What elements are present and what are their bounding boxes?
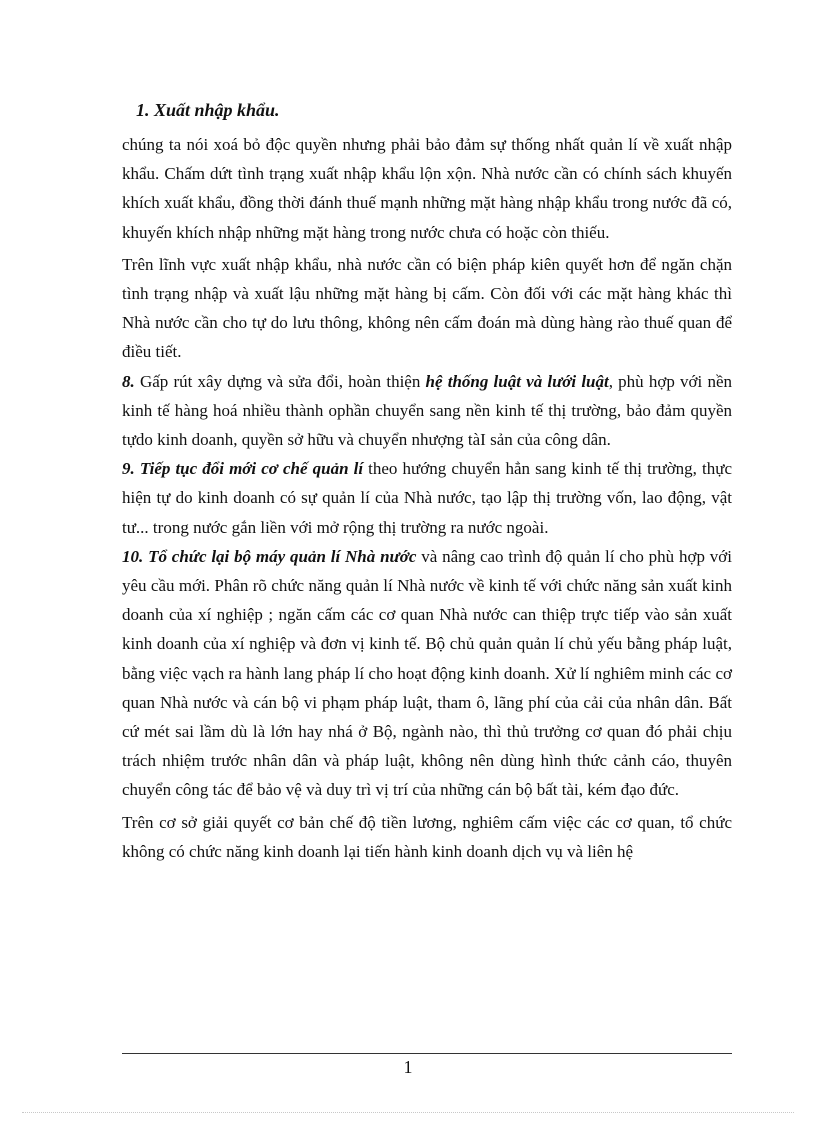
page-number: 1: [403, 1057, 413, 1077]
paragraph-smuggling: Trên lĩnh vực xuất nhập khẩu, nhà nước cần có biện pháp kiên quyết hơn để ngăn chặn tình trạng nhập và xuất lậu những mặt hàng bị cấm. Còn đối với các mặt hàng khác thì Nhà nước cần cho tự do lưu thông, không nên cấm đoán mà dùng hàng rào thuế quan để điều tiết.: [122, 254, 732, 362]
page-edge-divider: [22, 1112, 794, 1113]
item-10-emphasis: 10. Tổ chức lại bộ máy quản lí Nhà nước: [122, 546, 417, 566]
footer-divider: [122, 1053, 732, 1054]
item-10-text: và nâng cao trình độ quản lí cho phù hợp với yêu cầu mới. Phân rõ chức năng quản lí Nhà nước về kinh tế với chức năng sản xuất kinh doanh của xí nghiệp ; ngăn cấm các cơ quan Nhà nước can thiệp trực tiếp vào sản xuất kinh doanh của xí nghiệp và đơn vị kinh tế. Bộ chủ quản quản lí chủ yếu bằng pháp luật, bằng việc vạch ra hành lang pháp lí cho hoạt động kinh doanh. Xử lí nghiêm minh các cơ quan Nhà nước và cán bộ vi phạm pháp luật, tham ô, lãng phí của cải của nhân dân. Bất cứ mét sai lầm dù là lớn hay nhá ở Bộ, ngành nào, thì thủ trưởng cơ quan đó phải chịu trách nhiệm trước nhân dân và pháp luật, không nên dùng hình thức cảnh cáo, thuyên chuyển công tác để bảo vệ và duy trì vị trí của những cán bộ bất tài, kém đạo đức.: [122, 546, 733, 800]
item-8-lead: Gấp rút xây dựng và sửa đổi, hoàn thiện: [134, 371, 426, 391]
item-9: [122, 454, 732, 542]
paragraph-last: Trên cơ sở giải quyết cơ bản chế độ tiền lương, nghiêm cấm việc các cơ quan, tổ chức không có chức năng kinh doanh lại tiến hành kinh doanh dịch vụ và liên hệ: [122, 812, 732, 861]
item-10: [122, 542, 732, 805]
item-8: [122, 367, 732, 455]
document-body: [122, 130, 732, 866]
item-8-emphasis: hệ thống luật và lưới luật: [425, 371, 609, 391]
item-8-number: 8.: [122, 371, 135, 391]
paragraph-import-export: chúng ta nói xoá bỏ độc quyền nhưng phải bảo đảm sự thống nhất quản lí về xuất nhập khẩu. Chấm dứt tình trạng xuất nhập khẩu lộn xộn. Nhà nước cần có chính sách khuyến khích xuất khẩu, đồng thời đánh thuế mạnh những mặt hàng nhập khẩu trong nước đã có, khuyến khích nhập những mặt hàng trong nước chưa có hoặc còn thiếu.: [122, 135, 732, 242]
item-8-text: , phù hợp với nền kinh tế hàng hoá nhiều thành ophần chuyển sang nền kinh tế thị trường, bảo đảm quyền tựdo kinh doanh, quyền sở hữu và chuyển nhượng tàI sản của công dân.: [122, 371, 732, 450]
section-heading: 1. Xuất nhập khẩu.: [136, 100, 280, 120]
item-9-emphasis: 9. Tiếp tục đổi mới cơ chế quản lí: [122, 459, 364, 479]
item-9-text: theo hướng chuyển hẳn sang kinh tế thị trường, thực hiện tự do kinh doanh có sự quản lí của Nhà nước, tạo lập thị trường vốn, lao động, vật tư... trong nước gắn liền với mở rộng thị trường ra nước ngoài.: [122, 459, 733, 537]
